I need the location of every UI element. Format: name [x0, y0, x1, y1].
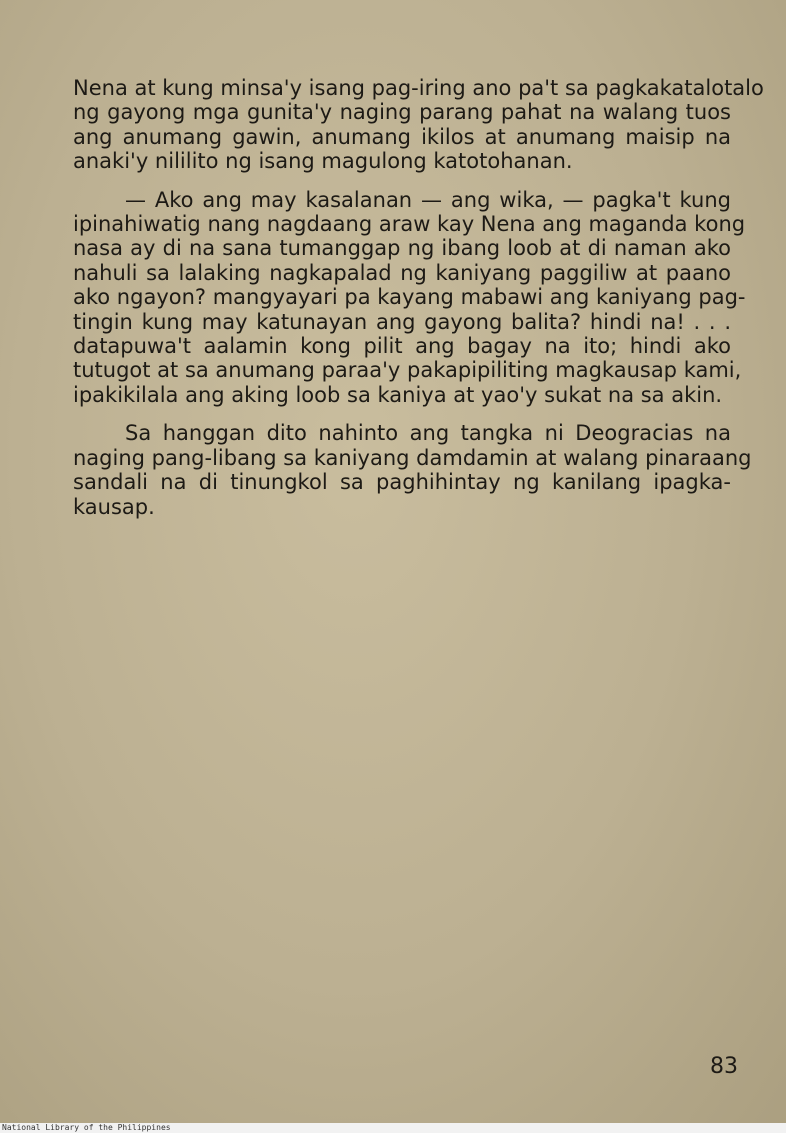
text-line: tingin kung may katunayan ang gayong balita? hindi na! . . . — [73, 309, 731, 334]
text-line: Sa hanggan dito nahinto ang tangka ni Deogracias na — [125, 421, 731, 446]
body-text — [73, 76, 764, 519]
paragraph-3 — [73, 421, 752, 519]
text-line: — Ako ang may kasalanan — ang wika, — pagka't kung — [125, 187, 731, 212]
text-line: kausap. — [73, 494, 155, 519]
footer-credit: National Library of the Philippines — [2, 1123, 171, 1132]
text-line: ipinahiwatig nang nagdaang araw kay Nena ang maganda kong — [73, 212, 746, 237]
footer-strip — [0, 1123, 786, 1133]
page-number: 83 — [710, 1054, 738, 1079]
text-line: sandali na di tinungkol sa paghihintay ng kanilang ipagka- — [73, 470, 731, 495]
paragraph-2 — [73, 187, 746, 408]
text-line: ipakikilala ang aking loob sa kaniya at yao'y sukat na sa akin. — [73, 382, 723, 407]
text-line: Nena at kung minsa'y isang pag-iring ano pa't sa pagkakatalotalo — [73, 76, 764, 100]
paragraph-1 — [73, 76, 764, 174]
text-line: naging pang-libang sa kaniyang damdamin at walang pinaraang — [73, 445, 752, 470]
text-line: ako ngayon? mangyayari pa kayang mabawi ang kaniyang pag- — [73, 285, 746, 310]
text-line: nahuli sa lalaking nagkapalad ng kaniyang paggiliw at paano — [73, 260, 731, 285]
text-line: anaki'y nililito ng isang magulong katotohanan. — [73, 149, 573, 174]
text-line: ang anumang gawin, anumang ikilos at anumang maisip na — [73, 124, 731, 149]
text-line: tutugot at sa anumang paraa'y pakapipiliting magkausap kami, — [73, 358, 742, 383]
text-line: ng gayong mga gunita'y naging parang pahat na walang tuos — [73, 100, 731, 125]
text-line: nasa ay di na sana tumanggap ng ibang loob at di naman ako — [73, 236, 731, 261]
text-line: datapuwa't aalamin kong pilit ang bagay na ito; hindi ako — [73, 334, 731, 359]
